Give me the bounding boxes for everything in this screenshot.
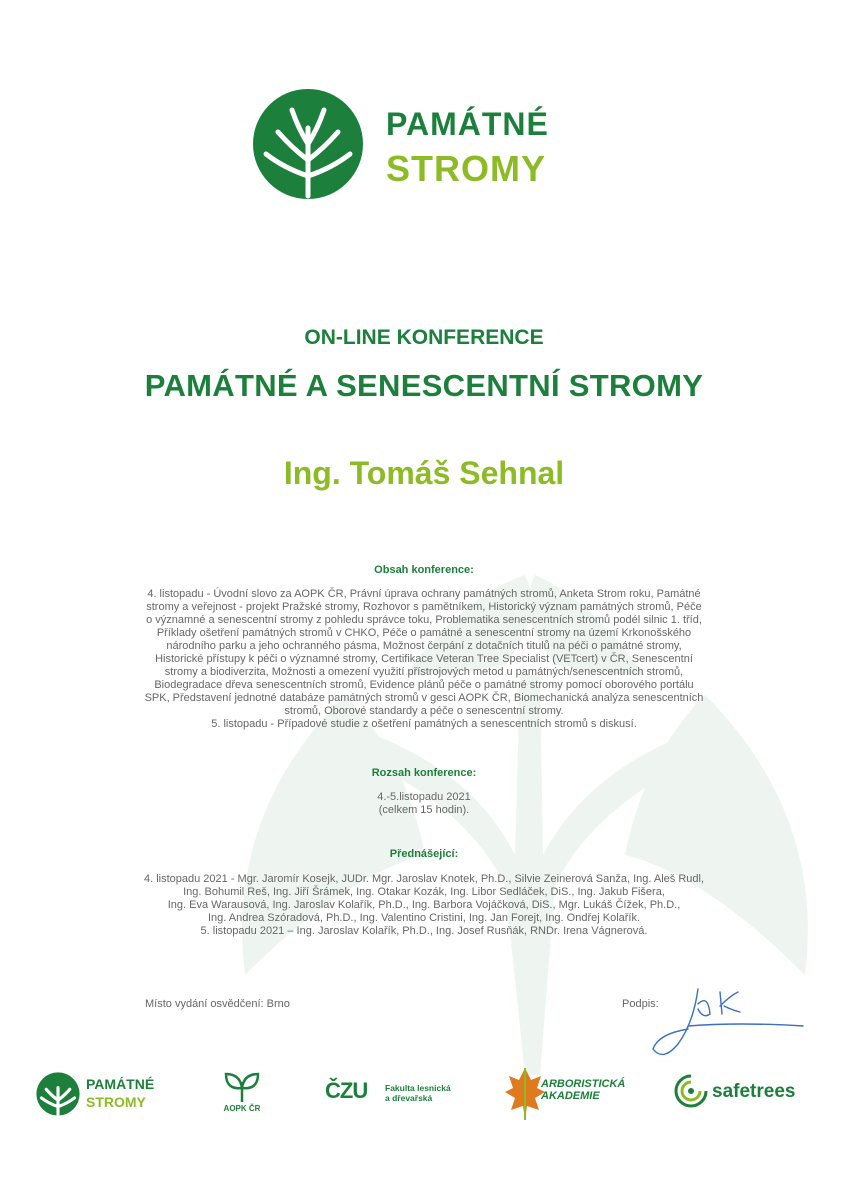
- content-line: stromy a biodiverzita, Možnosti a omezení využití přístrojových metod u památných/senescentních stromů,: [164, 666, 684, 678]
- speakers-line: 4. listopadu 2021 - Mgr. Jaromír Kosejk, JUDr. Mgr. Jaroslav Knotek, Ph.D., Silvie Zeinerová Sanža, Ing. Aleš Rudl,: [143, 873, 705, 885]
- arbo-line2: AKADEMIE: [541, 1090, 600, 1102]
- scope-line: (celkem 15 hodin).: [378, 804, 470, 816]
- partner-czu-logo: [325, 1066, 465, 1122]
- partner-safetrees-logo: [674, 1066, 804, 1122]
- speakers-body: [110, 873, 738, 938]
- czu-mark: ČZU: [325, 1078, 368, 1103]
- conference-title: PAMÁTNÉ A SENESCENTNÍ STROMY: [144, 368, 704, 403]
- safetrees-label: safetrees: [712, 1081, 796, 1102]
- logo-word-1: PAMÁTNÉ: [386, 106, 549, 142]
- tree-logo-small-icon: [36, 1072, 80, 1116]
- content-heading: Obsah konference:: [374, 564, 474, 576]
- maple-leaf-icon: [505, 1066, 545, 1122]
- speakers-line: 5. listopadu 2021 – Ing. Jaroslav Kolařík, Ph.D., Ing. Josef Rusňák, RNDr. Irena Vágnerová.: [200, 925, 648, 937]
- speakers-line: Ing. Eva Warausová, Ing. Jaroslav Kolařík, Ph.D., Ing. Barbora Vojáčková, DiS., Mgr. Lukáš Čížek, Ph.D.,: [167, 899, 681, 911]
- content-line: stromy a veřejnost - projekt Pražské stromy, Rozhovor s pamětníkem, Historický význam památných stromů, Péče: [146, 601, 702, 613]
- logo-word-2: STROMY: [386, 148, 547, 189]
- partner-pamatne-line2: STROMY: [86, 1094, 146, 1110]
- partner-aopk-label: AOPK ČR: [223, 1104, 261, 1113]
- signature-icon: [648, 984, 808, 1064]
- partner-aopk-logo: [212, 1066, 272, 1122]
- content-line: SPK, Představení jednotné databáze památných stromů v gesci AOPK ČR, Biomechanická analýza senescentních: [144, 692, 704, 704]
- speakers-heading: Přednášející:: [389, 848, 459, 860]
- signature-label: Podpis:: [622, 998, 659, 1010]
- partner-arboristicka-akademie-logo: [505, 1066, 625, 1122]
- arbo-text: [541, 1078, 625, 1102]
- speakers-line: Ing. Bohumil Reš, Ing. Jiří Šrámek, Ing. Otakar Kozák, Ing. Libor Sedláček, DiS., Ing. Jakub Fišera,: [183, 886, 665, 898]
- partner-pamatne-stromy-logo: [36, 1066, 166, 1122]
- leaf-icon: [222, 1068, 262, 1102]
- content-line: Biodegradace dřeva senescentních stromů, Evidence plánů péče o památné stromy pomocí oborového portálu: [154, 679, 694, 691]
- safetrees-rings-icon: [674, 1074, 708, 1108]
- speakers-line: Ing. Andrea Szóradová, Ph.D., Ing. Valentino Cristini, Ing. Jan Forejt, Ing. Ondřej Kolařík.: [207, 912, 641, 924]
- tree-logo-icon: [252, 88, 364, 200]
- place-of-issue: Místo vydání osvědčení: Brno: [145, 998, 290, 1010]
- content-line: stromů, Oborové standardy a péče o senescentní stromy.: [284, 705, 564, 717]
- content-line: národního parku a jeho ochranného pásma, Možnost čerpání z dotačních titulů na péči o památné stromy,: [166, 640, 682, 652]
- czu-text: [385, 1083, 451, 1103]
- arbo-line1: ARBORISTICKÁ: [541, 1078, 626, 1090]
- scope-body: [110, 791, 738, 817]
- scope-line: 4.-5.listopadu 2021: [377, 791, 471, 803]
- content-line: 4. listopadu - Úvodní slovo za AOPK ČR, Právní úprava ochrany památných stromů, Anketa Strom roku, Památné: [147, 588, 701, 600]
- partner-pamatne-line1: PAMÁTNÉ: [86, 1076, 155, 1092]
- scope-heading: Rozsah konference:: [371, 767, 477, 779]
- content-line: Historické přístupy k péči o významné stromy, Certifikace Veteran Tree Specialist (VETcert) v ČR, Senescentní: [155, 653, 693, 665]
- content-body: [110, 588, 738, 731]
- content-line: Příklady ošetření památných stromů v CHKO, Péče o památné a senescentní stromy na území Krkonošského: [156, 627, 692, 639]
- content-line: 5. listopadu - Případové studie z ošetření památných a senescentních stromů s diskusí.: [211, 718, 637, 730]
- czu-line2: a dřevařská: [385, 1093, 433, 1103]
- pamatne-stromy-logo: [252, 88, 592, 200]
- czu-line1: Fakulta lesnická: [385, 1083, 451, 1093]
- recipient-name: Ing. Tomáš Sehnal: [283, 455, 565, 491]
- conference-type: ON-LINE KONFERENCE: [304, 326, 544, 349]
- content-line: o významné a senescentní stromy z pohledu správce toku, Problematika senescentních stromů podél silnic 1. tříd,: [146, 614, 702, 626]
